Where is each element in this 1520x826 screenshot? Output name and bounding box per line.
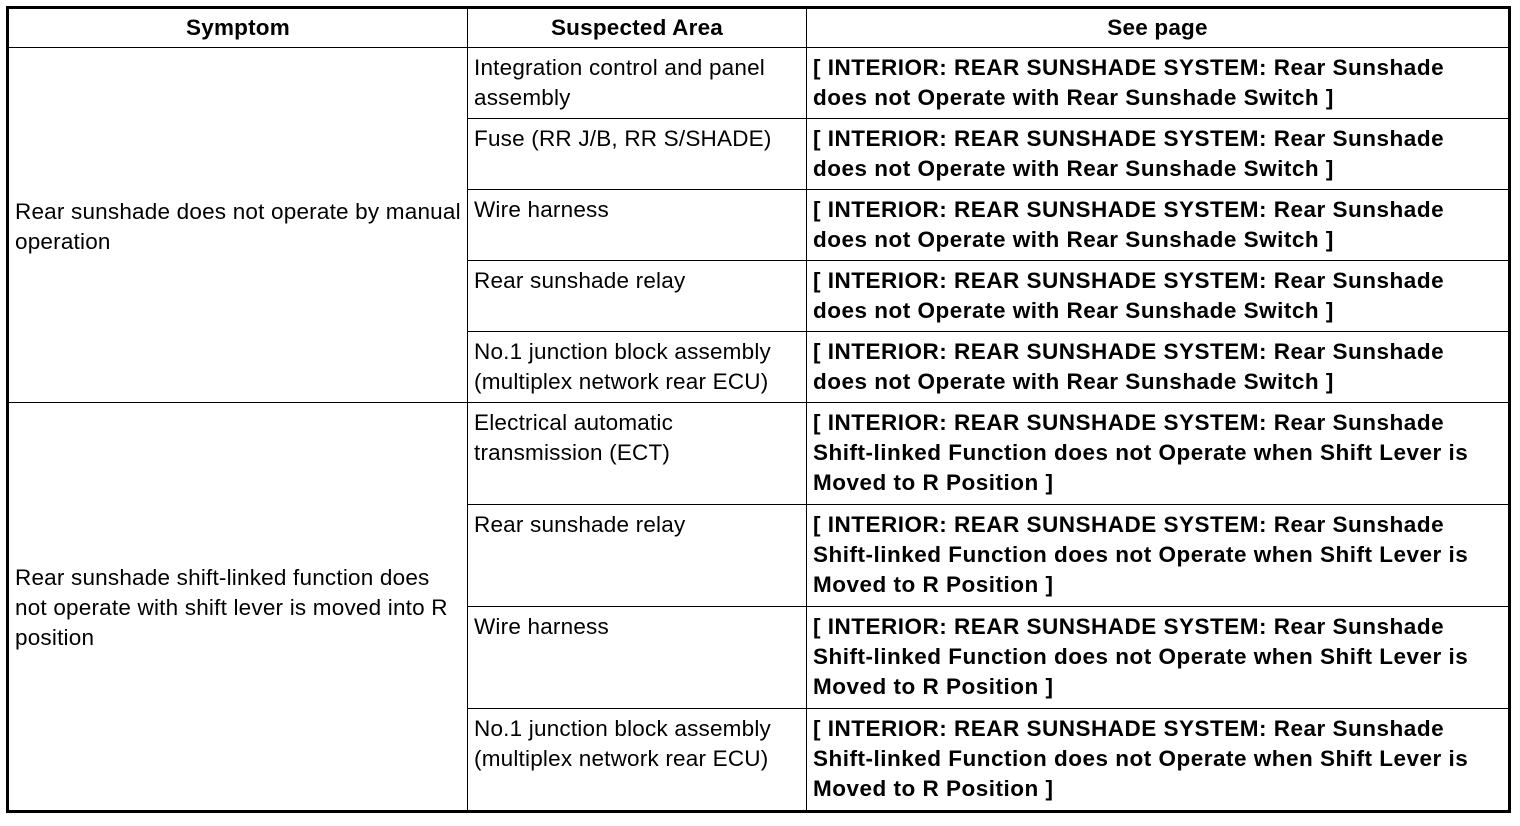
header-see-page: See page	[807, 8, 1510, 48]
suspected-area-cell: No.1 junction block assembly (multiplex network rear ECU)	[468, 709, 807, 812]
symptom-cell: Rear sunshade does not operate by manual operation	[8, 48, 468, 403]
see-page-link[interactable]: [ INTERIOR: REAR SUNSHADE SYSTEM: Rear Sunshade Shift-linked Function does not Operate when Shift Lever is Moved to R Position ]	[807, 607, 1510, 709]
table-header-row	[8, 8, 1510, 48]
table-row	[8, 403, 1510, 505]
see-page-link[interactable]: [ INTERIOR: REAR SUNSHADE SYSTEM: Rear Sunshade does not Operate with Rear Sunshade Switch ]	[807, 332, 1510, 403]
header-suspected-area: Suspected Area	[468, 8, 807, 48]
see-page-link[interactable]: [ INTERIOR: REAR SUNSHADE SYSTEM: Rear Sunshade Shift-linked Function does not Operate when Shift Lever is Moved to R Position ]	[807, 505, 1510, 607]
symptom-cell: Rear sunshade shift-linked function does not operate with shift lever is moved into R position	[8, 403, 468, 812]
suspected-area-cell: Wire harness	[468, 607, 807, 709]
see-page-link[interactable]: [ INTERIOR: REAR SUNSHADE SYSTEM: Rear Sunshade Shift-linked Function does not Operate when Shift Lever is Moved to R Position ]	[807, 403, 1510, 505]
suspected-area-cell: Fuse (RR J/B, RR S/SHADE)	[468, 119, 807, 190]
see-page-link[interactable]: [ INTERIOR: REAR SUNSHADE SYSTEM: Rear Sunshade does not Operate with Rear Sunshade Switch ]	[807, 261, 1510, 332]
suspected-area-cell: Rear sunshade relay	[468, 505, 807, 607]
see-page-link[interactable]: [ INTERIOR: REAR SUNSHADE SYSTEM: Rear Sunshade does not Operate with Rear Sunshade Switch ]	[807, 48, 1510, 119]
suspected-area-cell: Electrical automatic transmission (ECT)	[468, 403, 807, 505]
suspected-area-cell: No.1 junction block assembly (multiplex network rear ECU)	[468, 332, 807, 403]
suspected-area-cell: Wire harness	[468, 190, 807, 261]
see-page-link[interactable]: [ INTERIOR: REAR SUNSHADE SYSTEM: Rear Sunshade does not Operate with Rear Sunshade Switch ]	[807, 190, 1510, 261]
header-symptom: Symptom	[8, 8, 468, 48]
suspected-area-cell: Integration control and panel assembly	[468, 48, 807, 119]
table-row	[8, 48, 1510, 119]
troubleshooting-table	[6, 6, 1511, 813]
see-page-link[interactable]: [ INTERIOR: REAR SUNSHADE SYSTEM: Rear Sunshade does not Operate with Rear Sunshade Switch ]	[807, 119, 1510, 190]
suspected-area-cell: Rear sunshade relay	[468, 261, 807, 332]
see-page-link[interactable]: [ INTERIOR: REAR SUNSHADE SYSTEM: Rear Sunshade Shift-linked Function does not Operate when Shift Lever is Moved to R Position ]	[807, 709, 1510, 812]
